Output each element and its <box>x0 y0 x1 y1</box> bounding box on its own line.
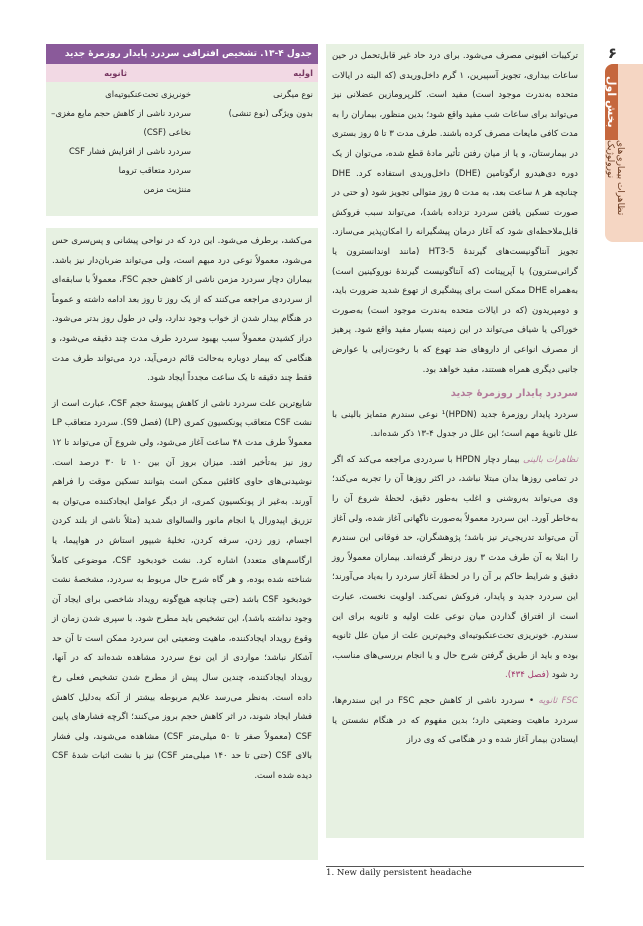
clinical-heading: تظاهرات بالینی <box>522 454 578 465</box>
chapter-side-tab <box>605 64 643 242</box>
fsc-text: • سردرد ناشی از کاهش حجم FSC در این سندرم‌ها، سردرد ماهیت وضعیتی دارد؛ بدین مفهوم که در هنگام نشستن یا ایستادن بیمار آغاز شده و در هنگامی که وی دراز <box>332 696 578 746</box>
right-text-column <box>326 44 584 838</box>
csf-symptoms-paragraph: می‌کشد، برطرف می‌شود. این درد که در نواحی پیشانی و پس‌سری حس می‌شود، معمولاً نوعی درد مبهم است، ولی می‌تواند ضربان‌دار نیز باشد. بیماران دچار سردرد مزمن ناشی از کاهش حجم FSC، معمولاً با سابقه‌ای از سردردی مراجعه می‌کنند که از یک روز تا روز بعد ادامه داشته و عموماً در هنگام بیدار شدن از خواب وجود ندارد، ولی در طول روز بدتر می‌شود. دراز کشیدن معمولاً سبب بهبود سردرد طرف مدت چند دقیقه می‌شود، و هنگامی که بیمار دوباره به‌حالت قائم درمی‌آید، درد می‌تواند طرف مدت فقط چند دقیقه تا یک ساعت مجدداً ایجاد شود. <box>52 236 312 384</box>
header-primary: اولیه <box>293 68 313 78</box>
footnote-divider <box>326 866 584 867</box>
hpdn-definition-paragraph: سردرد پایدار روزمرهٔ جدید (HPDN)¹ نوعی سندرم متمایز بالینی با علل ثانویهٔ مهم است؛ این علل در جدول ۴-۱۳ ذکر شده‌اند. <box>332 409 578 440</box>
table-cell: سردرد متعاقب تروما <box>118 165 191 175</box>
table-cell: بدون ویژگی (نوع تنشی) <box>228 108 313 118</box>
table-body <box>46 82 318 199</box>
table-caption: جدول ۴-۱۳. تشخیص افتراقی سردرد پایدار روزمرهٔ جدید <box>46 44 318 64</box>
footnote: 1. New daily persistent headache <box>326 868 472 878</box>
table-cell: نوع میگرنی <box>273 89 313 99</box>
clinical-paragraph <box>332 451 578 686</box>
fsc-heading: FSC ثانویه <box>538 696 578 706</box>
section-label: بخش اول <box>605 64 618 140</box>
table-cell: مننژیت مزمن <box>143 184 191 194</box>
table-header-row <box>46 64 318 82</box>
chapter-reference-link[interactable]: (فصل ۴۳۴). <box>504 670 550 681</box>
primary-column <box>196 85 318 199</box>
chapter-label: تظاهرات بیماری‌های نورولوژیک <box>605 140 625 216</box>
page-number: ۶ <box>607 44 617 62</box>
left-text-column <box>46 228 318 860</box>
section-subheading: سردرد پایدار روزمرهٔ جدید <box>450 388 578 400</box>
intro-paragraph: ترکیبات افیونی مصرف می‌شود. برای درد حاد غیر قابل‌تحمل در حین ساعات بیداری، تجویز آسپیرین، ۱ گرم داخل‌وریدی (که البته در ایالات متحده به‌ندرت موجود است) مفید است. کلرپرومازین عضلانی نیز می‌تواند برای ساعات شب مفید واقع شود؛ بدین منظور، بیماران را به مدت کافی مایعات مصرف کرده باشند. طرف مدت ۳ تا ۵ روز بستری در بیمارستان، و یا از میان رفتن تأثیر مادهٔ قطع شده، می‌توان از یک دوره دی‌هیدرو ارگوتامین (DHE) داخل‌وریدی استفاده کرد. DHE چنانچه هر ۸ ساعت بعد، به مدت ۵ روز متوالی تجویز شود (و حتی در صورت تسکین یافتن سردرد تزداده باشد)، می‌تواند سبب فروکش قابل‌ملاحظه‌ای شود که آغاز درمان پیشگیرانه را امکان‌پذیر می‌سازد. تجویز آنتاگونیست‌های گیرندهٔ HT3-5 (مانند اوندانسترون یا گرانی‌سترون) یا آپرپیتانت (که آنتاگونیست گیرندهٔ نوروکینین است) به‌همراه DHE ممکن است برای پیشگیری از تهوع شدید ضرورت باید، و دومپریدون (که در ایالات متحده به‌ندرت موجود است) به‌صورت خوراکی یا شیاف می‌تواند در این زمینه بسیار مفید واقع شود. پرهیز از مصرف انواعی از داروهای ضد تهوع که با رخوت‌زایی یا عوارض جانبی دیگری همراه هستند، مفید خواهد بود. <box>332 51 578 375</box>
table-cell: سردرد ناشی از افزایش فشار CSF <box>68 146 191 156</box>
differential-diagnosis-table <box>46 44 318 216</box>
header-secondary: ثانویه <box>104 68 127 78</box>
secondary-column <box>46 85 196 199</box>
clinical-text: بیمار دچار HPDN با سردردی مراجعه می‌کند که اگر در تمامی روزها بدان مبتلا نباشد، در اکثر روزها آن را تجربه می‌کند؛ وی می‌تواند به‌روشنی و اغلب به‌طور دقیق، لحظهٔ شروع آن را به‌خاطر آورد. این سردرد معمولاً به‌صورت ناگهانی آغاز شده، ولی آغاز آن می‌تواند تدریجی‌تر نیز باشد؛ پژوهشگران، حد فوقانی این سندرم را ابتلا به آن طرف مدت ۳ روز درنظر گرفته‌اند. بیماران معمولاً روز دقیق و شرایط حاکم بر آن را در لحظهٔ آغاز سردرد را به‌یاد می‌آورند؛ این سردرد جدید و پایدار، فروکش نمی‌کند. اولویت نخست، عبارت است از افتراق گذاردن میان نوعی علت اولیه و ثانویه برای این سندرم. خونریزی تحت‌عنکبوتیه‌ای وخیم‌ترین علت از میان علل ثانویه بوده و باید از طریق گرفتن شرح حال و یا انجام بررسی‌های مناسب، رد شود <box>332 454 578 681</box>
fsc-paragraph <box>332 692 578 751</box>
table-cell: خونریزی تحت‌عنکبوتیه‌ای <box>105 89 191 99</box>
table-cell: سردرد ناشی از کاهش حجم مایع مغزی–نخاعی (CSF) <box>51 108 191 137</box>
csf-causes-paragraph: شایع‌ترین علت سردرد ناشی از کاهش پیوستهٔ حجم CSF، عبارت است از نشت CSF متعاقب پونکسیون کمری (LP) (فصل S9). سردرد متعاقب LP معمولاً طرف مدت ۴۸ ساعت آغاز می‌شود، ولی شروع آن می‌تواند تا ۱۲ روز نیز به‌تأخیر افتد. میزان بروز آن بین ۱۰ تا ۳۰ درصد است. نوشیدنی‌های حاوی کافئین ممکن است بتوانند تسکین موقت را فراهم آورند. به‌غیر از پونکسیون کمری، از دیگر عوامل ایجادکننده می‌توان به تزریق اپیدورال یا انجام مانور والسالوای شدید (مثلاً ناشی از بلند کردن اجسام، زور زدن، سرفه کردن، تخلیهٔ شیپور استاش در هواپیما، یا ارگاسم‌های متعدد) اشاره کرد. نشت خودبخود CSF، موضوعی کاملاً شناخته شده بوده، و هر گاه شرح حال مربوط به سردرد، مشخصهٔ نشت خودبخود CSF باشد (حتی چنانچه هیچ‌گونه رویداد شاخصی برای ایجاد آن وجود نداشته باشد)، این تشخیص باید مطرح شود. با سپری شدن زمان از وقوع رویداد ایجادکننده، ماهیت وضعیتی این سردرد ممکن است تا آن حد آشکار نباشد؛ مواردی از این نوع سردرد مشاهده شده‌اند که در آنها، رویداد ایجادکننده، چندین سال پیش از مطرح شدن تشخیص فعلی رخ داده است. به‌نظر می‌رسد علایم مربوطه بیشتر از آنکه به‌دلیل کاهش فشار ایجاد شوند، در اثر کاهش حجم بروز می‌کنند؛ اگرچه فشارهای پایین CSF (معمولاً صفر تا ۵۰ میلی‌متر CSF) مشاهده می‌شوند، ولی فشار بالای CSF (حتی تا حد ۱۴۰ میلی‌متر CSF) نیز با نشت اثبات شدهٔ CSF دیده شده است. <box>52 398 313 782</box>
